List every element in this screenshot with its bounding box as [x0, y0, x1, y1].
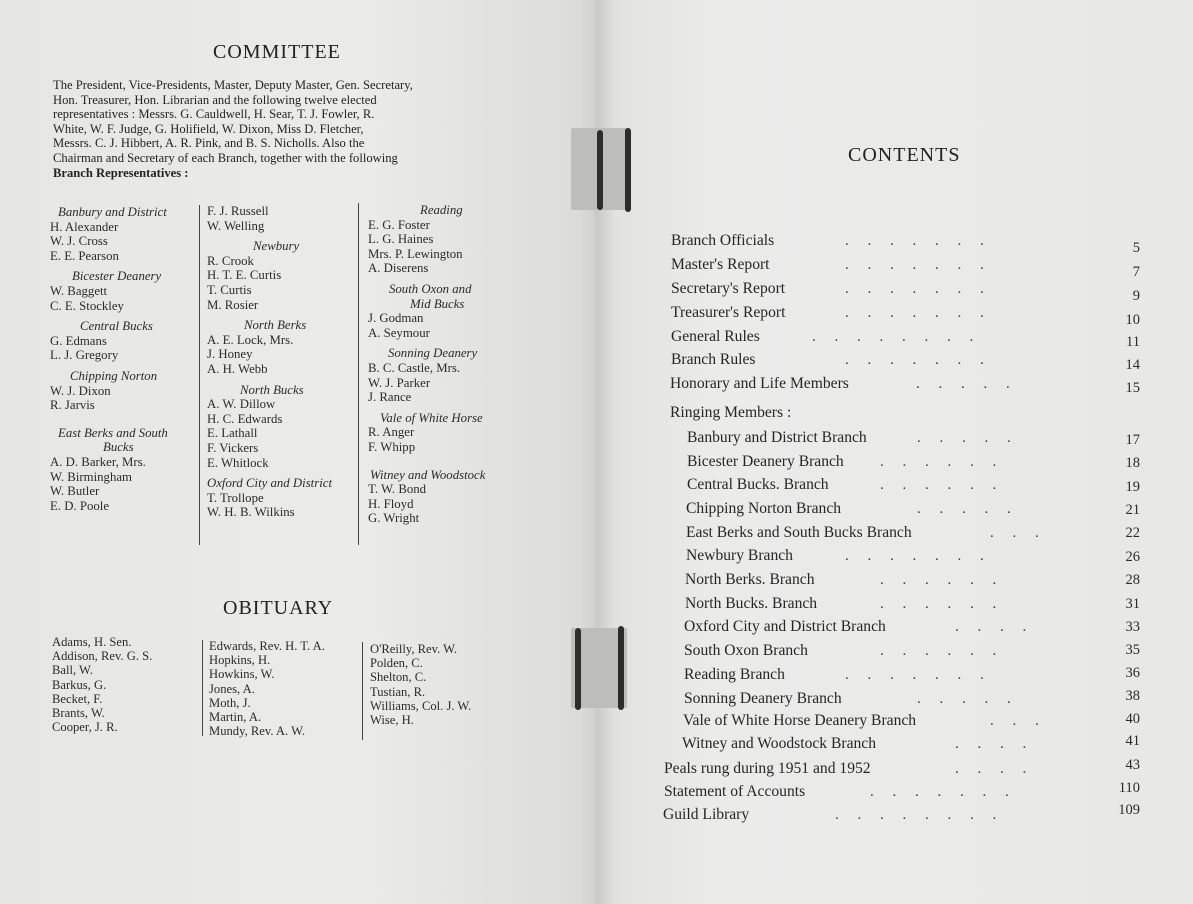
member-name: W. Butler: [50, 484, 100, 499]
leader-dots: . . . . . . .: [845, 281, 984, 297]
contents-entry: Master's Report: [671, 256, 770, 273]
contents-entry: Newbury Branch: [686, 547, 793, 564]
branch-heading: South Oxon and: [389, 281, 472, 296]
member-name: T. Curtis: [207, 282, 252, 297]
contents-entry: Sonning Deanery Branch: [684, 690, 842, 707]
obituary-name: Howkins, W.: [209, 667, 275, 682]
member-name: F. Vickers: [207, 440, 259, 455]
top-staple-bar-left: [597, 130, 603, 210]
contents-entry: North Berks. Branch: [685, 571, 815, 588]
branch-heading: East Berks and South: [58, 425, 168, 440]
obituary-name: Cooper, J. R.: [52, 720, 118, 735]
contents-page-number: 38: [1125, 688, 1140, 704]
leader-dots: . . . . . . .: [845, 233, 984, 249]
branch-heading: Witney and Woodstock: [370, 467, 486, 482]
branch-heading: Bicester Deanery: [72, 269, 162, 284]
contents-entry: General Rules: [671, 328, 760, 345]
member-name: T. Trollope: [207, 490, 264, 505]
contents-page-number: 21: [1125, 502, 1140, 518]
bottom-staple-bar-right: [618, 626, 624, 710]
intro-line: The President, Vice-Presidents, Master, Deputy Master, Gen. Secretary,: [53, 78, 413, 92]
contents-title: CONTENTS: [848, 144, 961, 166]
member-name: E. D. Poole: [50, 498, 110, 513]
leader-dots: . . . . .: [917, 691, 1011, 707]
contents-entry: Vale of White Horse Deanery Branch: [683, 712, 917, 729]
member-name: G. Edmans: [50, 333, 107, 348]
branch-heading: Oxford City and District: [207, 476, 333, 491]
leader-dots: . . . . . . .: [845, 548, 984, 564]
contents-page-number: 10: [1125, 312, 1140, 328]
obituary-name: O'Reilly, Rev. W.: [370, 642, 458, 656]
branch-heading: Central Bucks: [80, 319, 153, 334]
member-name: W. Birmingham: [50, 469, 132, 484]
intro-line: Messrs. C. J. Hibbert, A. R. Pink, and B. S. Nicholls. Also the: [53, 136, 365, 151]
member-name: C. E. Stockley: [50, 298, 124, 313]
obituary-name: Becket, F.: [52, 691, 103, 706]
contents-page-number: 41: [1125, 733, 1140, 749]
member-name: B. C. Castle, Mrs.: [368, 360, 461, 375]
contents-page-number: 40: [1125, 711, 1140, 727]
member-name: H. Floyd: [368, 496, 414, 511]
obituary-name: Jones, A.: [209, 681, 255, 696]
contents-entry: Guild Library: [663, 806, 750, 823]
member-name: A. Diserens: [368, 261, 429, 276]
contents-entry: Witney and Woodstock Branch: [682, 735, 877, 752]
obituary-title: OBITUARY: [223, 597, 334, 619]
contents-page-number: 15: [1125, 380, 1140, 396]
leader-dots: . . .: [990, 525, 1039, 541]
member-name: W. J. Dixon: [50, 383, 111, 398]
contents-entry: Ringing Members :: [670, 404, 792, 421]
obituary-name: Addison, Rev. G. S.: [52, 649, 153, 664]
obituary-name: Wise, H.: [370, 713, 414, 728]
member-name: A. Seymour: [368, 325, 430, 340]
top-staple-bar-right: [625, 128, 631, 212]
obituary-name: Barkus, G.: [52, 677, 107, 692]
obituary-name: Moth, J.: [209, 695, 251, 710]
member-name: F. Whipp: [368, 439, 416, 454]
member-name: G. Wright: [368, 511, 420, 526]
contents-page-number: 28: [1125, 572, 1140, 588]
contents-entry: Chipping Norton Branch: [686, 500, 842, 517]
member-name: E. G. Foster: [368, 217, 430, 232]
obituary-name: Adams, H. Sen.: [52, 635, 132, 649]
committee-column-2: [207, 204, 357, 520]
committee-title: COMMITTEE: [213, 41, 341, 63]
bottom-staple-bar-left: [575, 628, 581, 710]
member-name: W. J. Cross: [50, 234, 108, 249]
leader-dots: . . . . . . . .: [835, 807, 997, 823]
member-name: M. Rosier: [207, 297, 259, 312]
branch-heading: Newbury: [253, 239, 300, 254]
leader-dots: . . .: [990, 713, 1039, 729]
committee-intro: [53, 78, 523, 180]
contents-entry: Bicester Deanery Branch: [687, 453, 844, 470]
branch-heading: North Bucks: [240, 382, 304, 397]
obituary-divider: [202, 640, 203, 736]
member-name: A. E. Lock, Mrs.: [207, 332, 294, 347]
intro-line: Hon. Treasurer, Hon. Librarian and the following twelve elected: [53, 92, 377, 107]
contents-page-number: 17: [1125, 432, 1140, 448]
intro-line: representatives : Messrs. G. Cauldwell, H. Sear, T. J. Fowler, R.: [53, 107, 375, 122]
branch-heading: Mid Bucks: [410, 296, 465, 311]
leader-dots: . . . . . . .: [845, 667, 984, 683]
leader-dots: . . . . .: [917, 430, 1011, 446]
contents-entry: Peals rung during 1951 and 1952: [664, 760, 871, 777]
member-name: F. J. Russell: [207, 204, 269, 218]
contents-entry: Branch Rules: [671, 351, 756, 368]
leader-dots: . . . . . . . .: [812, 329, 974, 345]
contents-page-number: 109: [1118, 802, 1140, 818]
member-name: T. W. Bond: [368, 482, 427, 497]
contents-page-number: 22: [1125, 525, 1140, 541]
leader-dots: . . . . .: [917, 501, 1011, 517]
column-divider: [358, 203, 359, 545]
contents-page-number: 18: [1125, 455, 1140, 471]
obituary-column-3: [370, 642, 471, 727]
member-name: R. Jarvis: [50, 398, 95, 413]
member-name: W. H. B. Wilkins: [207, 505, 295, 520]
contents-page-number: 11: [1126, 334, 1140, 350]
branch-heading: Bucks: [103, 440, 134, 455]
contents-entry: Central Bucks. Branch: [687, 476, 829, 493]
member-name: A. W. Dillow: [207, 397, 276, 412]
member-name: E. Whitlock: [207, 455, 269, 470]
obituary-name: Edwards, Rev. H. T. A.: [209, 639, 325, 653]
leader-dots: . . . .: [955, 761, 1027, 777]
obituary-name: Mundy, Rev. A. W.: [209, 724, 305, 739]
member-name: A. H. Webb: [207, 361, 268, 376]
member-name: L. J. Gregory: [50, 348, 119, 363]
obituary-name: Hopkins, H.: [209, 653, 271, 668]
branch-heading: Chipping Norton: [70, 368, 158, 383]
member-name: W. J. Parker: [368, 375, 431, 390]
contents-entry: Treasurer's Report: [671, 304, 786, 321]
member-name: J. Honey: [207, 347, 253, 362]
obituary-name: Tustian, R.: [370, 684, 426, 699]
contents-entry: South Oxon Branch: [684, 642, 808, 659]
member-name: Mrs. P. Lewington: [368, 246, 463, 261]
committee-column-1: [50, 205, 198, 513]
leader-dots: . . . . . . .: [845, 257, 984, 273]
branch-heading: Reading: [420, 203, 463, 217]
branch-heading: North Berks: [244, 318, 307, 333]
contents-page-number: 7: [1132, 264, 1140, 280]
contents-page-number: 19: [1125, 479, 1140, 495]
leader-dots: . . . . . .: [880, 596, 997, 612]
leader-dots: . . . . . . .: [845, 352, 984, 368]
leader-dots: . . . . .: [916, 376, 1010, 392]
contents-page-number: 35: [1125, 642, 1140, 658]
intro-bold-line: Branch Representatives :: [53, 165, 189, 180]
branch-heading: Sonning Deanery: [388, 346, 478, 361]
obituary-divider: [362, 642, 363, 740]
obituary-name: Martin, A.: [209, 710, 262, 725]
obituary-name: Williams, Col. J. W.: [370, 698, 472, 713]
member-name: H. T. E. Curtis: [207, 268, 282, 283]
obituary-name: Ball, W.: [52, 663, 93, 678]
contents-entry: Branch Officials: [671, 232, 775, 249]
contents-page-number: 43: [1125, 757, 1140, 773]
contents-page-number: 33: [1125, 619, 1140, 635]
member-name: W. Welling: [207, 218, 265, 233]
member-name: J. Rance: [368, 390, 412, 405]
member-name: H. C. Edwards: [207, 411, 283, 426]
contents-entry: Honorary and Life Members: [670, 375, 849, 392]
contents-entry: East Berks and South Bucks Branch: [686, 524, 912, 541]
contents-page-number: 9: [1132, 288, 1140, 304]
contents-page-number: 5: [1132, 240, 1140, 256]
leader-dots: . . . .: [955, 619, 1027, 635]
member-name: W. Baggett: [50, 283, 108, 298]
member-name: J. Godman: [368, 311, 424, 326]
contents-entry: Oxford City and District Branch: [684, 618, 886, 635]
leader-dots: . . . . . .: [880, 643, 997, 659]
contents-entry: Secretary's Report: [671, 280, 786, 297]
member-name: L. G. Haines: [368, 232, 434, 247]
intro-line: White, W. F. Judge, G. Holifield, W. Dixon, Miss D. Fletcher,: [53, 121, 364, 136]
leader-dots: . . . . . .: [880, 477, 997, 493]
branch-heading: Vale of White Horse: [380, 410, 483, 425]
contents-page-number: 31: [1125, 596, 1140, 612]
contents-page-number: 110: [1118, 780, 1140, 796]
leader-dots: . . . . . .: [880, 572, 997, 588]
contents-entry: Statement of Accounts: [664, 783, 806, 800]
leader-dots: . . . . . . .: [870, 784, 1009, 800]
contents-page-number: 14: [1125, 357, 1140, 373]
column-divider: [199, 205, 200, 545]
leader-dots: . . . . . .: [880, 454, 997, 470]
member-name: R. Crook: [207, 253, 254, 268]
member-name: E. Lathall: [207, 426, 258, 441]
member-name: E. E. Pearson: [50, 248, 119, 263]
obituary-name: Polden, C.: [370, 656, 423, 671]
member-name: A. D. Barker, Mrs.: [50, 454, 146, 469]
contents-page-number: 36: [1125, 665, 1140, 681]
obituary-name: Shelton, C.: [370, 670, 427, 685]
obituary-name: Brants, W.: [52, 706, 105, 721]
obituary-column-1: [52, 635, 152, 734]
contents-entry: North Bucks. Branch: [685, 595, 818, 612]
leader-dots: . . . . . . .: [845, 305, 984, 321]
contents-entry: Banbury and District Branch: [687, 429, 867, 446]
member-name: R. Anger: [368, 425, 415, 440]
committee-column-3: [368, 203, 528, 526]
branch-heading: Banbury and District: [58, 205, 167, 219]
member-name: H. Alexander: [50, 219, 119, 234]
contents-page-number: 26: [1125, 549, 1140, 565]
obituary-column-2: [209, 639, 325, 738]
contents-entry: Reading Branch: [684, 666, 785, 683]
intro-line: Chairman and Secretary of each Branch, together with the following: [53, 150, 398, 165]
leader-dots: . . . .: [955, 736, 1027, 752]
